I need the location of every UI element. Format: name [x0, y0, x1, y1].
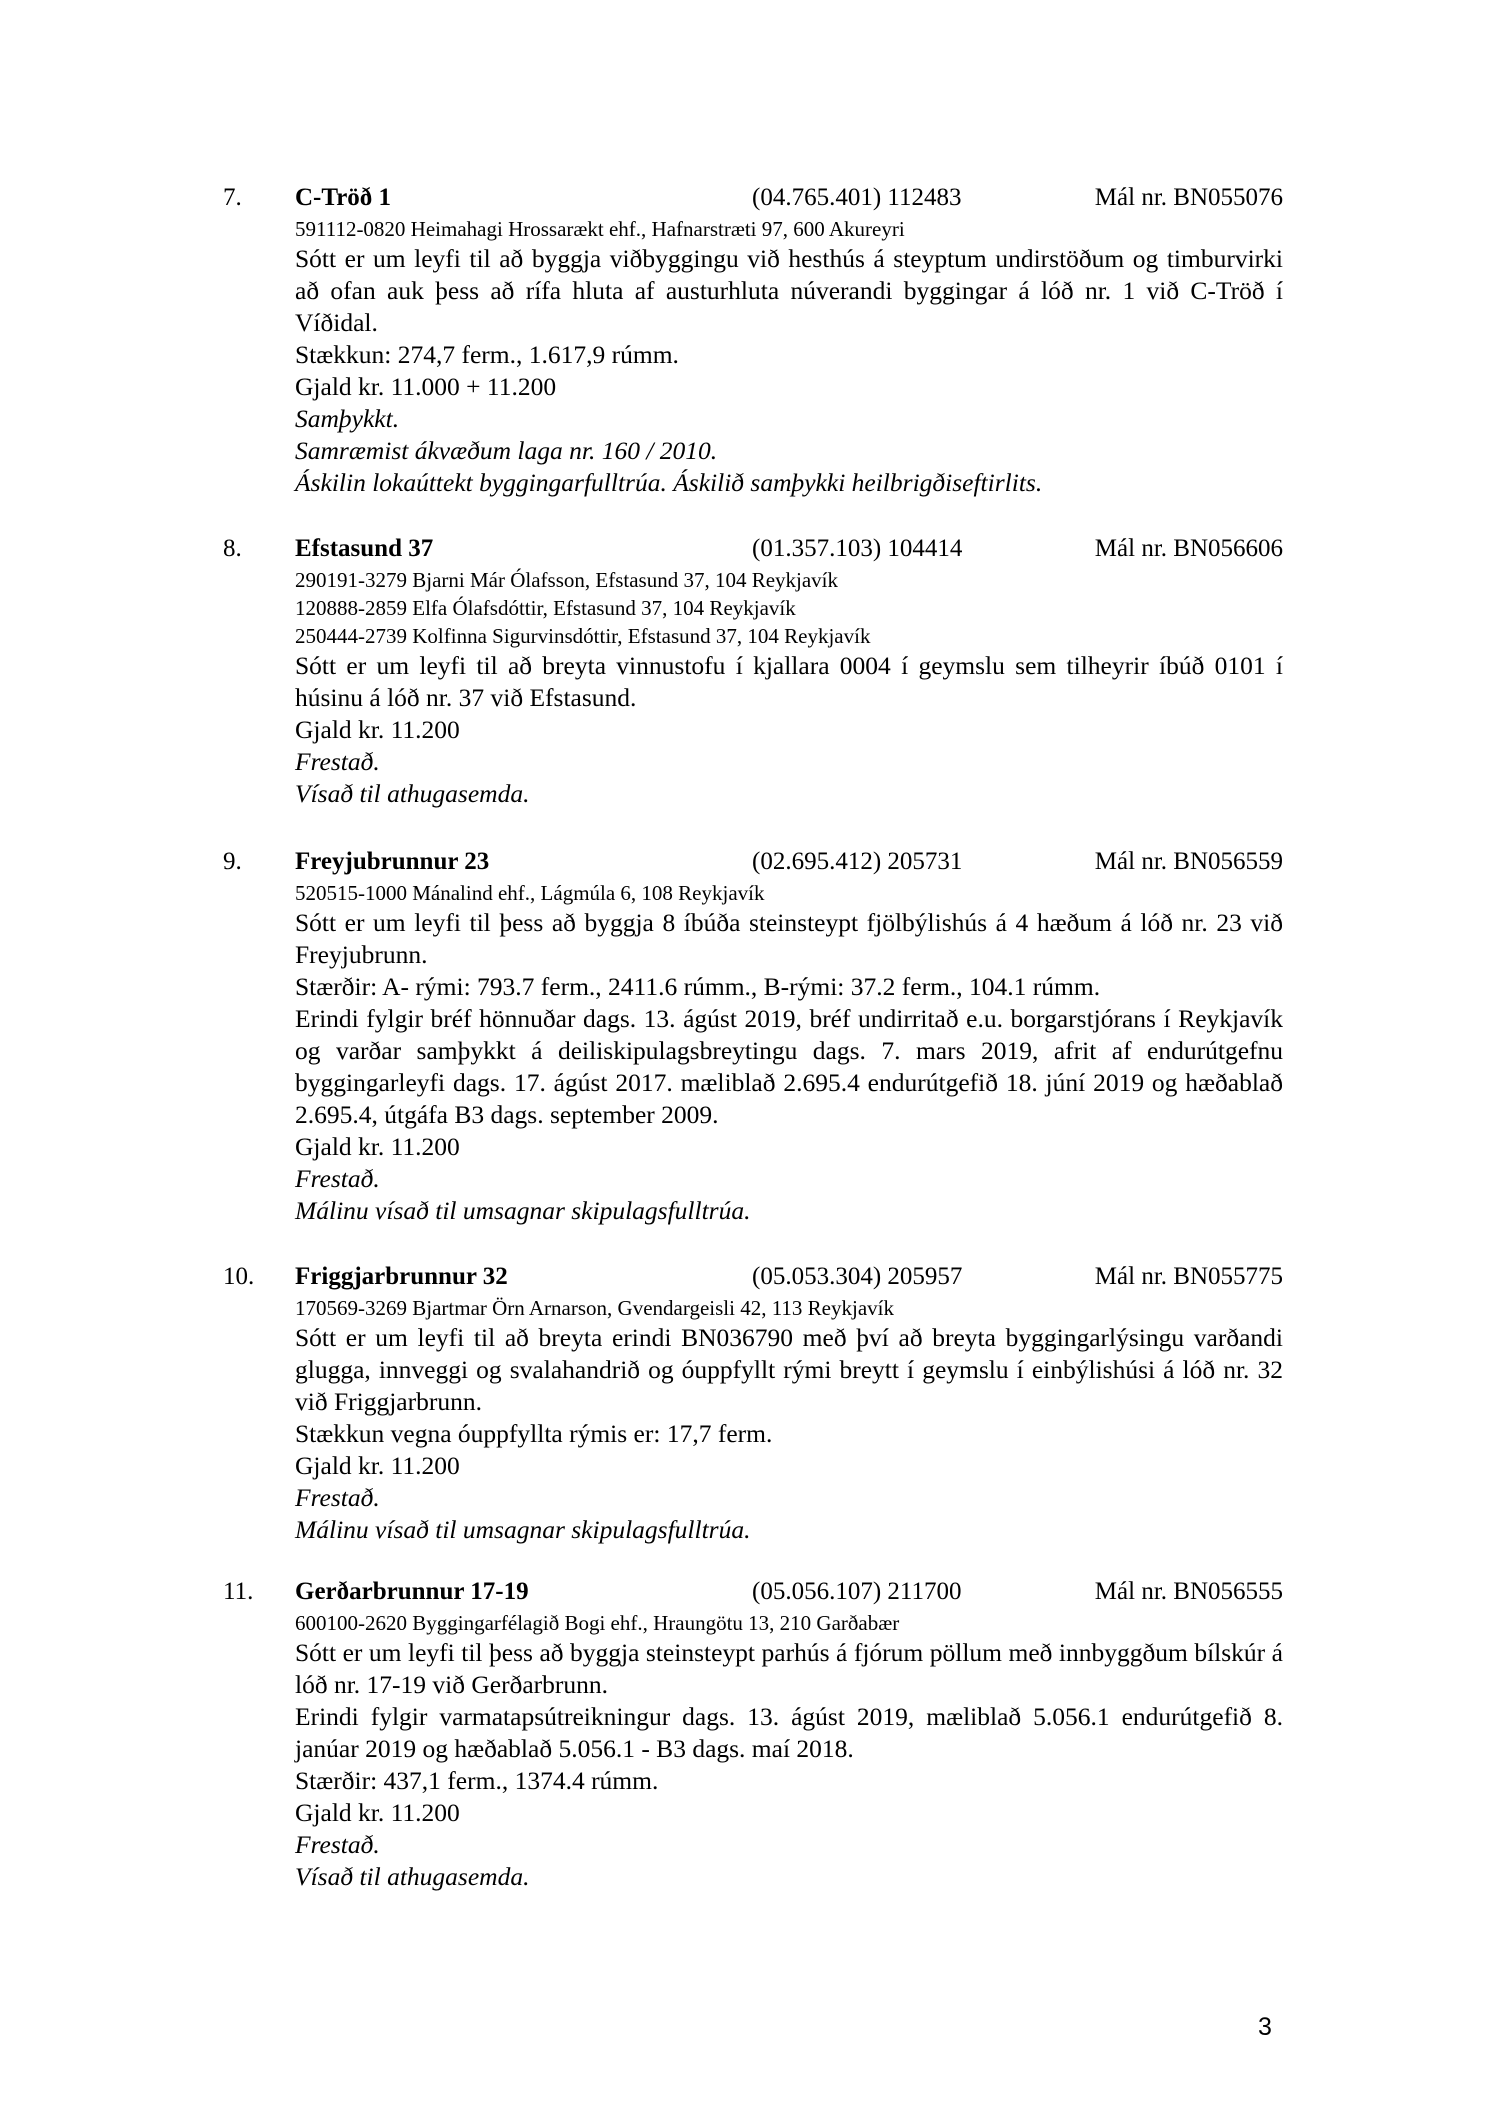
applicant: 120888-2859 Elfa Ólafsdóttir, Efstasund 37, 104 Reykjavík [295, 596, 796, 620]
item-number: 9. [223, 848, 242, 875]
description: Sótt er um leyfi til þess að byggja steinsteypt parhús á fjórum pöllum með innbyggðum bílskúr á lóð nr. 17-19 við Gerðarbrunn. [295, 1638, 1283, 1699]
applicant: 591112-0820 Heimahagi Hrossarækt ehf., Hafnarstræti 97, 600 Akureyri [295, 217, 905, 241]
land-code: (05.056.107) 211700 [752, 1578, 962, 1605]
detail-line: Stærðir: A- rými: 793.7 ferm., 2411.6 rúmm., B-rými: 37.2 ferm., 104.1 rúmm. [295, 972, 1101, 1001]
item-number: 7. [223, 184, 242, 211]
description: Sótt er um leyfi til að breyta vinnustofu í kjallara 0004 í geymslu sem tilheyrir íbúð 0101 í húsinu á lóð nr. 37 við Efstasund. [295, 651, 1283, 712]
decision-line: Frestað. [295, 1164, 380, 1193]
case-number: Mál nr. BN055775 [1094, 1263, 1283, 1290]
fee-line: Gjald kr. 11.200 [295, 1132, 460, 1161]
description: Sótt er um leyfi til þess að byggja 8 íbúða steinsteypt fjölbýlishús á 4 hæðum á lóð nr. 23 við Freyjubrunn. [295, 908, 1283, 969]
land-code: (04.765.401) 112483 [752, 184, 962, 211]
item-number: 10. [223, 1263, 255, 1290]
case-number: Mál nr. BN056555 [1094, 1578, 1283, 1605]
decision-line: Áskilin lokaúttekt byggingarfulltrúa. Áskilið samþykki heilbrigðiseftirlits. [295, 468, 1043, 497]
agenda-item-11 [223, 1575, 1283, 1893]
item-number: 11. [223, 1578, 254, 1605]
case-number: Mál nr. BN056559 [1094, 848, 1283, 875]
decision-line: Frestað. [295, 747, 380, 776]
attachment-text: Erindi fylgir varmatapsútreikningur dags. 13. ágúst 2019, mæliblað 5.056.1 endurútgefið 8. janúar 2019 og hæðablað 5.056.1 - B3 dags. maí 2018. [295, 1702, 1283, 1763]
detail-line: Stærðir: 437,1 ferm., 1374.4 rúmm. [295, 1766, 659, 1795]
applicant: 250444-2739 Kolfinna Sigurvinsdóttir, Efstasund 37, 104 Reykjavík [295, 624, 871, 648]
case-number: Mál nr. BN055076 [1094, 184, 1283, 211]
applicant: 600100-2620 Byggingarfélagið Bogi ehf., Hraungötu 13, 210 Garðabær [295, 1611, 900, 1635]
land-code: (01.357.103) 104414 [752, 535, 963, 562]
page-number: 3 [1258, 2013, 1272, 2041]
land-code: (05.053.304) 205957 [752, 1263, 963, 1290]
decision-line: Málinu vísað til umsagnar skipulagsfulltrúa. [295, 1515, 751, 1544]
case-number: Mál nr. BN056606 [1094, 535, 1283, 562]
agenda-item-8 [223, 532, 1283, 810]
attachment-text: Erindi fylgir bréf hönnuðar dags. 13. ágúst 2019, bréf undirritað e.u. borgarstjórans í Reykjavík og varðar samþykkt á deiliskipulagsbreytingu dags. 7. mars 2019, afrit af endurútgefnu byggingarleyfi dags. 17. ágúst 2017. mæliblað 2.695.4 endurútgefið 18. júní 2019 og hæðablað 2.695.4, útgáfa B3 dags. september 2009. [295, 1004, 1283, 1129]
property-name: Freyjubrunnur 23 [295, 848, 490, 875]
property-name: Efstasund 37 [295, 535, 434, 562]
decision-line: Vísað til athugasemda. [295, 779, 530, 808]
property-name: Gerðarbrunnur 17-19 [295, 1578, 529, 1605]
detail-line: Stækkun vegna óuppfyllta rýmis er: 17,7 ferm. [295, 1419, 773, 1448]
item-number: 8. [223, 535, 242, 562]
fee-line: Gjald kr. 11.000 + 11.200 [295, 372, 557, 401]
description: Sótt er um leyfi til að breyta erindi BN036790 með því að breyta byggingarlýsingu varðandi glugga, innveggi og svalahandrið og óuppfyllt rými breytt í geymslu í einbýlishúsi á lóð nr. 32 við Friggjarbrunn. [295, 1323, 1283, 1416]
property-name: C-Tröð 1 [295, 184, 392, 211]
description: Sótt er um leyfi til að byggja viðbyggingu við hesthús á steyptum undirstöðum og timburvirki að ofan auk þess að rífa hluta af austurhluta núverandi byggingar á lóð nr. 1 við C-Tröð í Víðidal. [295, 244, 1283, 337]
property-name: Friggjarbrunnur 32 [295, 1263, 508, 1290]
decision-line: Frestað. [295, 1483, 380, 1512]
agenda-item-9 [223, 845, 1283, 1227]
detail-line: Stækkun: 274,7 ferm., 1.617,9 rúmm. [295, 340, 679, 369]
agenda-item-10 [223, 1260, 1283, 1546]
applicant: 520515-1000 Mánalind ehf., Lágmúla 6, 108 Reykjavík [295, 881, 765, 905]
decision-line: Samþykkt. [295, 404, 400, 433]
fee-line: Gjald kr. 11.200 [295, 1798, 460, 1827]
decision-line: Málinu vísað til umsagnar skipulagsfulltrúa. [295, 1196, 751, 1225]
applicant: 170569-3269 Bjartmar Örn Arnarson, Gvendargeisli 42, 113 Reykjavík [295, 1296, 894, 1320]
applicant: 290191-3279 Bjarni Már Ólafsson, Efstasund 37, 104 Reykjavík [295, 568, 839, 592]
decision-line: Vísað til athugasemda. [295, 1862, 530, 1891]
agenda-item-7 [223, 181, 1283, 499]
fee-line: Gjald kr. 11.200 [295, 1451, 460, 1480]
fee-line: Gjald kr. 11.200 [295, 715, 460, 744]
decision-line: Samræmist ákvæðum laga nr. 160 / 2010. [295, 436, 718, 465]
land-code: (02.695.412) 205731 [752, 848, 963, 875]
decision-line: Frestað. [295, 1830, 380, 1859]
